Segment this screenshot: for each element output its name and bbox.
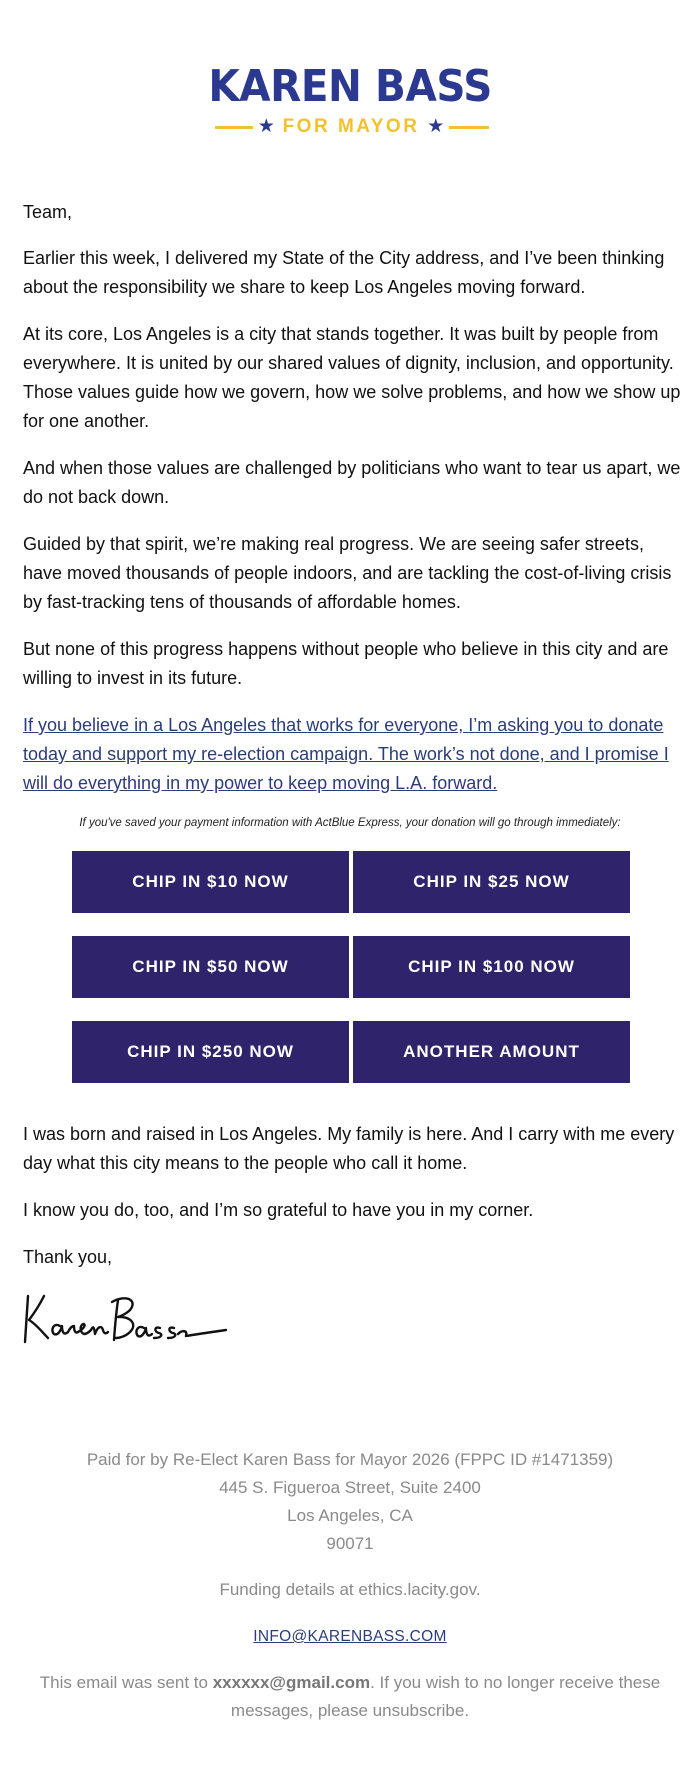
paragraph: I know you do, too, and I’m so grateful to have you in my corner. bbox=[23, 1200, 534, 1220]
sign-off: Thank you, bbox=[23, 1247, 113, 1267]
sent-suffix[interactable]: . If you wish to no longer receive these messages, please unsubscribe. bbox=[230, 1673, 661, 1720]
chip-in-25-button[interactable]: CHIP IN $25 NOW bbox=[353, 851, 630, 913]
signature-image bbox=[22, 1290, 232, 1348]
logo-subtitle bbox=[253, 114, 449, 140]
address-line-1: 445 S. Figueroa Street, Suite 2400 bbox=[219, 1478, 481, 1497]
letter-closing bbox=[23, 1120, 683, 1272]
actblue-express-note: If you've saved your payment information with ActBlue Express, your donation will go through immediately: bbox=[79, 817, 621, 829]
paragraph: Guided by that spirit, we’re making real progress. We are seeing safer streets, have moved thousands of people indoors, and are tackling the cost-of-living crisis by fast-tracking tens of thousands of affordable homes. bbox=[23, 534, 672, 612]
paragraph: But none of this progress happens without people who believe in this city and are willing to invest in its future. bbox=[23, 639, 669, 688]
signature bbox=[22, 1290, 232, 1353]
funding-details: Funding details at ethics.lacity.gov. bbox=[219, 1580, 481, 1599]
contact-email-link[interactable]: INFO@KARENBASS.COM bbox=[253, 1628, 447, 1645]
star-icon: ★ bbox=[257, 116, 275, 137]
donate-link[interactable]: If you believe in a Los Angeles that works for everyone, I’m asking you to donate today and support my re-election campaign. The work’s not done, and I promise I will do everything in my power to keep moving L.A. forward. bbox=[23, 715, 669, 793]
star-icon: ★ bbox=[427, 116, 445, 137]
unsubscribe-notice bbox=[0, 1669, 700, 1725]
paragraph: I was born and raised in Los Angeles. My family is here. And I carry with me every day what this city means to the people who call it home. bbox=[23, 1124, 675, 1173]
paragraph: At its core, Los Angeles is a city that stands together. It was built by people from everywhere. It is united by our shared values of dignity, inclusion, and opportunity. Those values guide how we govern, how we solve problems, and how we show up for one another. bbox=[23, 324, 681, 431]
greeting: Team, bbox=[23, 202, 73, 222]
paragraph: Earlier this week, I delivered my State of the City address, and I’ve been thinking about the responsibility we share to keep Los Angeles moving forward. bbox=[23, 248, 665, 297]
logo-line-left bbox=[215, 126, 253, 129]
logo-subtitle-text: FOR MAYOR bbox=[282, 116, 420, 137]
address-line-2: Los Angeles, CA bbox=[287, 1506, 413, 1525]
logo-subtitle-row bbox=[0, 114, 700, 140]
chip-in-250-button[interactable]: CHIP IN $250 NOW bbox=[72, 1021, 349, 1083]
recipient-email: xxxxxx@gmail.com bbox=[212, 1673, 371, 1692]
paid-for-disclaimer: Paid for by Re-Elect Karen Bass for Mayor 2026 (FPPC ID #1471359) bbox=[86, 1450, 614, 1469]
sent-prefix: This email was sent to bbox=[39, 1673, 213, 1692]
logo-name: KAREN BASS bbox=[208, 61, 492, 112]
chip-in-10-button[interactable]: CHIP IN $10 NOW bbox=[72, 851, 349, 913]
another-amount-button[interactable]: ANOTHER AMOUNT bbox=[353, 1021, 630, 1083]
campaign-logo bbox=[0, 62, 700, 140]
logo-line-right bbox=[449, 126, 489, 129]
letter-body bbox=[23, 198, 683, 816]
chip-in-50-button[interactable]: CHIP IN $50 NOW bbox=[72, 936, 349, 998]
chip-in-100-button[interactable]: CHIP IN $100 NOW bbox=[353, 936, 630, 998]
zip-code: 90071 bbox=[326, 1534, 374, 1553]
paragraph: And when those values are challenged by politicians who want to tear us apart, we do not back down. bbox=[23, 458, 681, 507]
email-footer bbox=[0, 1446, 700, 1725]
